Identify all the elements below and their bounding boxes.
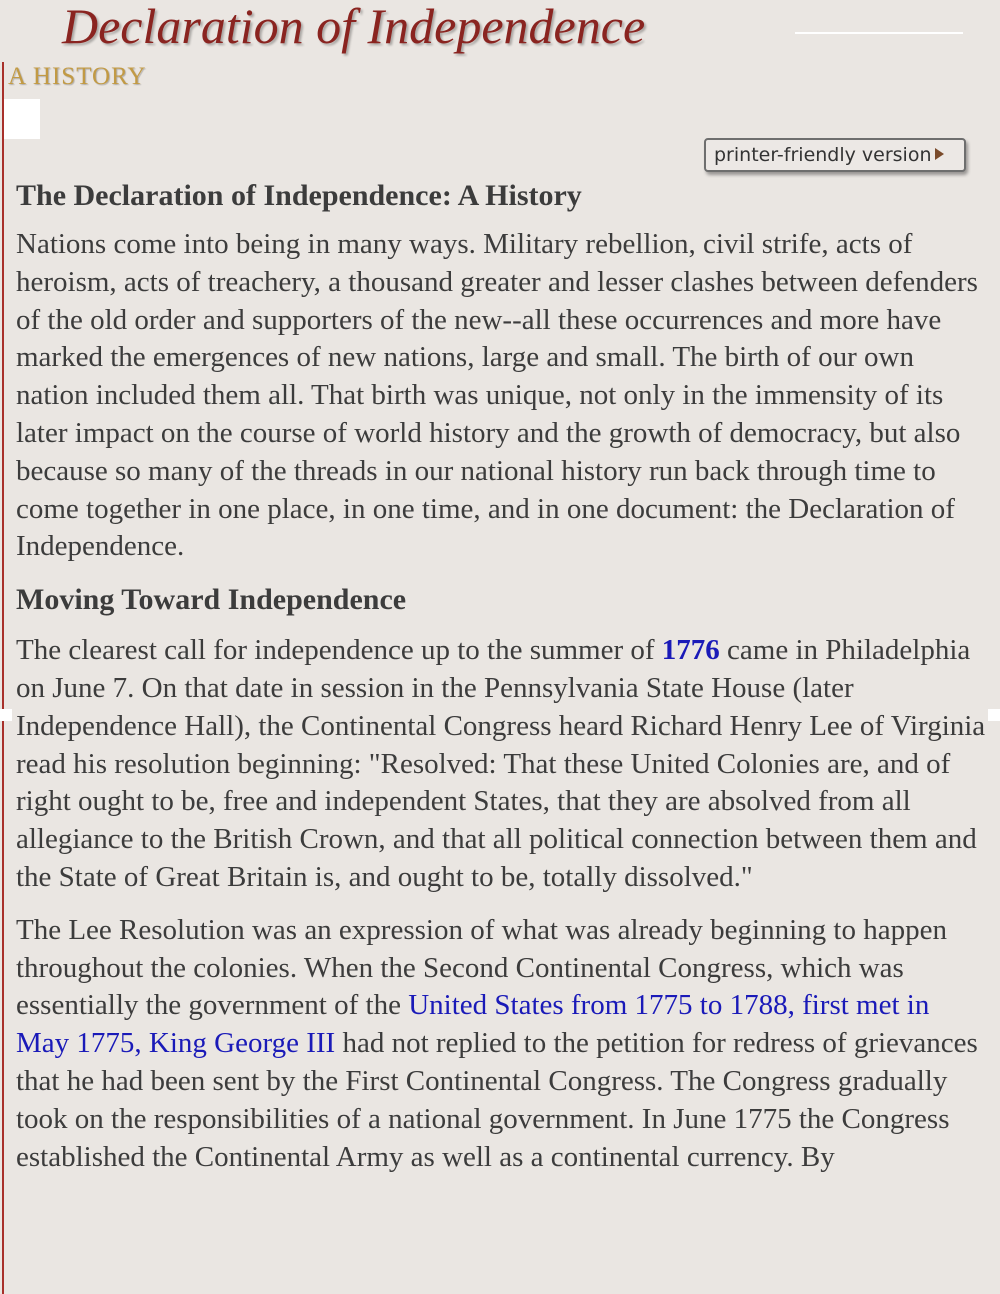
intro-paragraph: Nations come into being in many ways. Military rebellion, civil strife, acts of heroism, acts of treachery, a thousand greater and lesser clashes between defenders of the old order and supporters of the new--all these occurrences and more have marked the emergences of new nations, large and small. The birth of our own nation included them all. That birth was unique, not only in the immensity of its later impact on the course of world history and the growth of democracy, but also because so many of the threads in our national history run back through time to come together in one place, in one time, and in one document: the Declaration of Independence. bbox=[16, 228, 978, 563]
united-states-history-link[interactable]: United States from 1775 to 1788, first met in May 1775, King George III bbox=[16, 989, 930, 1060]
resolution-paragraph-text-start: The Lee Resolution was an expression of what was already beginning to happen throughout the colonies. When the Second Continental Congress, which was essentially the government of the bbox=[16, 913, 947, 1022]
lee-paragraph-text-start: The clearest call for independence up to the summer of bbox=[16, 634, 662, 667]
year-1776-link[interactable]: 1776 bbox=[661, 634, 720, 667]
arrow-right-icon bbox=[935, 148, 944, 160]
header-divider bbox=[795, 32, 963, 34]
printer-friendly-button[interactable] bbox=[704, 138, 966, 172]
header-placeholder-box bbox=[4, 99, 40, 139]
resolution-paragraph-text-end: had not replied to the petition for redress of grievances that he had been sent by the First Continental Congress. The Congress gradually took on the responsibilities of a national government. In June 1775 the Congress established the Continental Army as well as a continental currency. By bbox=[16, 1027, 978, 1173]
lee-resolution-paragraph bbox=[16, 632, 988, 897]
right-margin-marker bbox=[988, 709, 1000, 721]
section-heading: Moving Toward Independence bbox=[16, 583, 407, 617]
left-margin-marker bbox=[0, 709, 12, 721]
masthead-title: Declaration of Independence bbox=[62, 0, 646, 54]
resolution-expression-paragraph bbox=[16, 912, 988, 1177]
article-heading: The Declaration of Independence: A History bbox=[16, 179, 582, 212]
printer-friendly-label: printer-friendly version bbox=[714, 144, 932, 166]
masthead-subtitle: A HISTORY bbox=[8, 63, 147, 90]
article-body bbox=[16, 174, 988, 1176]
lee-paragraph-text-end: came in Philadelphia on June 7. On that date in session in the Pennsylvania State House (later Independence Hall), the Continental Congress heard Richard Henry Lee of Virginia read his resolution beginning: "Resolved: That these United Colonies are, and of right ought to be, free and independent States, that they are absolved from all allegiance to the British Crown, and that all political connection between them and the State of Great Britain is, and ought to be, totally dissolved." bbox=[16, 634, 986, 893]
left-border-rule bbox=[2, 62, 4, 1294]
